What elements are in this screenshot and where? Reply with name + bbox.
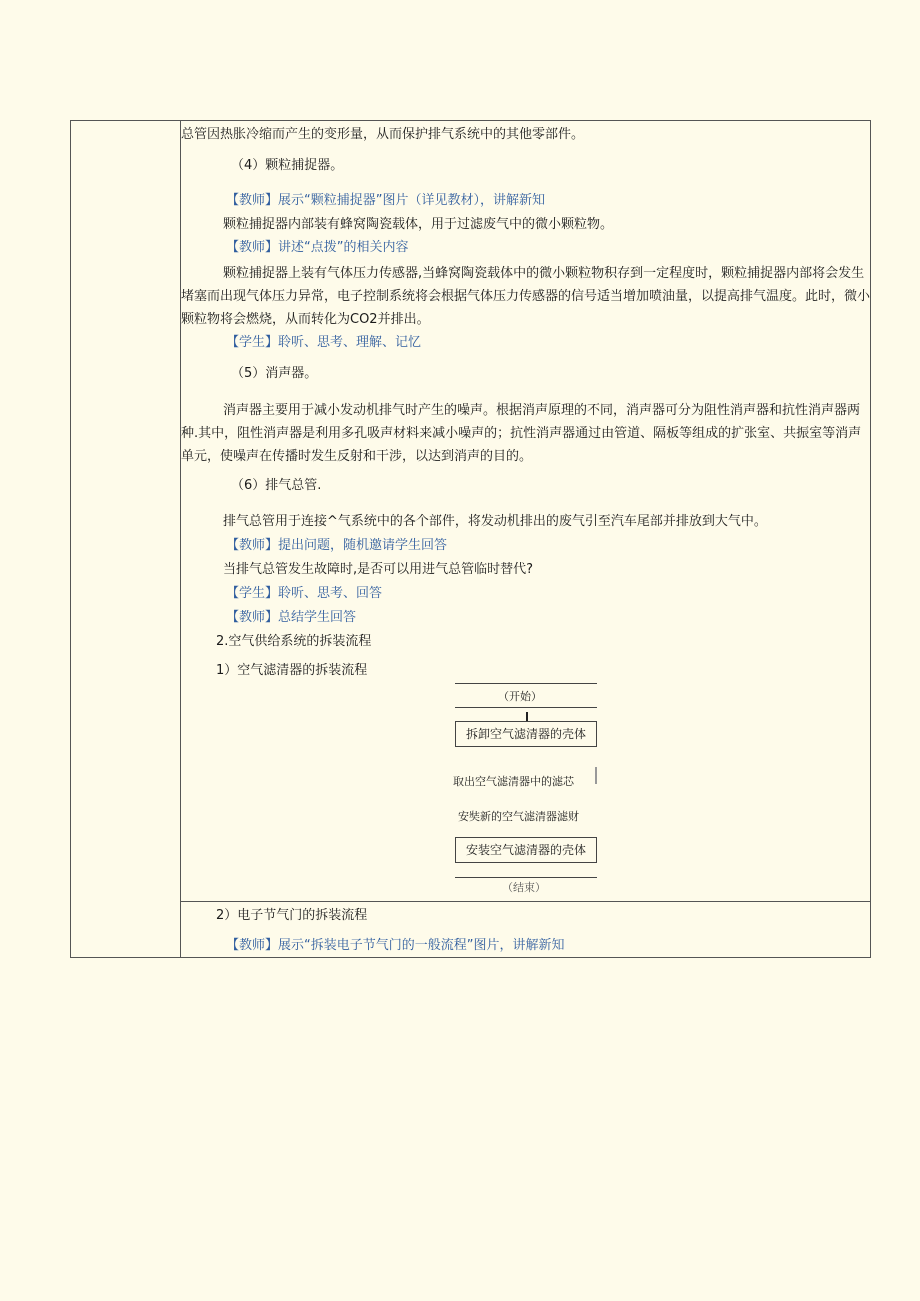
text-line: 颗粒捕捉器内部装有蜂窝陶瓷载体，用于过滤废气中的微小颗粒物。 [223,217,614,232]
text-line: 总管因热胀冷缩而产生的变形量，从而保护排气系统中的其他零部件。 [181,127,585,142]
flow-marker [595,767,597,784]
subheading-particle-trap: （4）颗粒捕捉器。 [231,158,344,173]
flow-start-bottom-line [455,707,597,708]
row-separator [181,901,870,902]
student-note: 【学生】聆听、思考、回答 [226,586,383,601]
flow-start-label: （开始） [498,690,542,703]
subheading-exhaust-pipe: （6）排气总管. [231,478,322,493]
flow-step-install-housing: 安装空气滤清器的壳体 [455,837,597,863]
paragraph-muffler: 消声器主要用于减小发动机排气时产生的噪声。根据消声原理的不同，消声器可分为阻性消声器和抗性消声器两种.其中，阻性消声器是利用多孔吸声材料来减小噪声的；抗性消声器通过由管道、隔板等组成的扩张室、共振室等消声单元，使噪声在传播时发生反射和干涉，以达到消声的目的。 [181,403,862,464]
flow-step-remove-filter: 取出空气滤清器中的滤芯 [453,775,574,788]
flow-step-install-filter: 安奘新的空气滤清器滤财 [458,810,579,823]
teacher-note: 【教师】总结学生回答 [226,610,357,625]
subsection-heading: 2）电子节气门的拆装流程 [216,908,368,923]
section-heading: 2.空气供给系统的拆装流程 [216,634,372,649]
column-divider [180,121,181,957]
flow-connector [526,712,528,721]
teacher-note: 【教师】展示“拆装电子节气门的一般流程”图片，讲解新知 [226,938,565,953]
flow-end-top-line [455,877,597,878]
question-text: 当排气总管发生故障时,是否可以用进气总管临时替代? [223,562,534,577]
flow-step-remove-housing: 拆卸空气滤清器的壳体 [455,721,597,747]
paragraph-particle-trap: 颗粒捕捉器上装有气体压力传感器,当蜂窝陶瓷载体中的微小颗粒物积存到一定程度时，颗粒捕捉器内部将会发生堵塞而出现气体压力异常，电子控制系统将会根据气体压力传感器的信号适当增加喷油量，以提高排气温度。此时，微小颗粒物将会燃烧，从而转化为CO2并排出。 [181,266,871,327]
subheading-muffler: （5）消声器。 [231,366,318,381]
student-note: 【学生】聆听、思考、理解、记忆 [226,335,422,350]
lesson-table [70,120,871,958]
teacher-note: 【教师】提出问题，随机邀请学生回答 [226,538,448,553]
flow-end-label: （结束） [502,881,546,894]
teacher-note: 【教师】展示“颗粒捕捉器”图片（详见教材），讲解新知 [226,193,545,208]
text-line: 排气总管用于连接^气系统中的各个部件，将发动机排出的废气引至汽车尾部并排放到大气中。 [223,514,767,529]
teacher-note: 【教师】讲述“点拨”的相关内容 [226,240,409,255]
subsection-heading: 1）空气滤清器的拆装流程 [216,663,368,678]
flow-start-top-line [455,683,597,684]
